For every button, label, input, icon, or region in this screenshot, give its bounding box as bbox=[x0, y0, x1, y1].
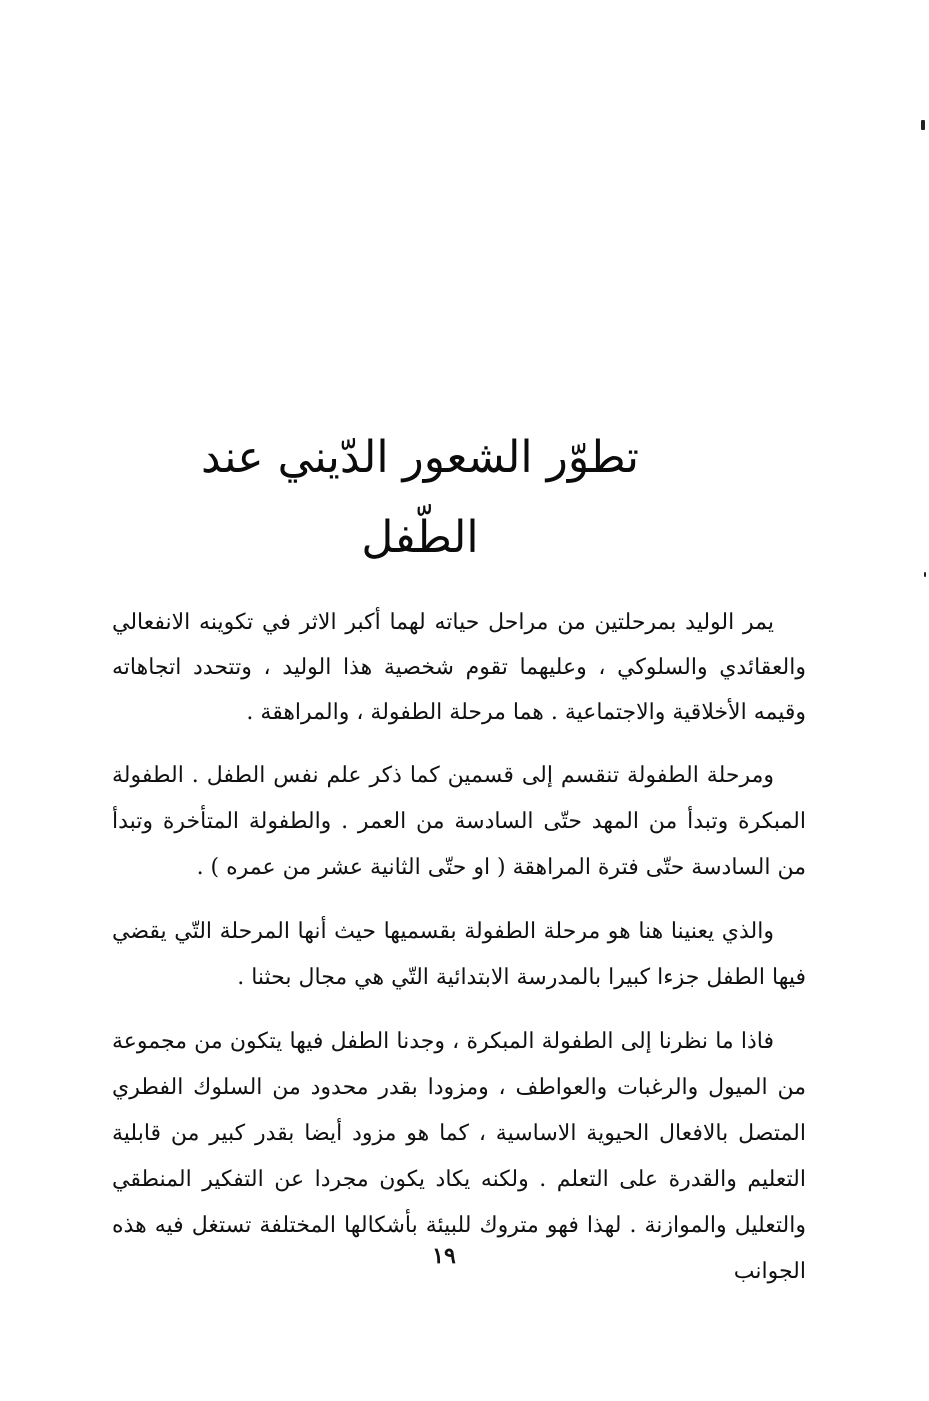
page-number: ١٩ bbox=[432, 1243, 456, 1269]
body-text bbox=[112, 600, 806, 1313]
paragraph-2: ومرحلة الطفولة تنقسم إلى قسمين كما ذكر علم نفس الطفل . الطفولة المبكرة وتبدأ من المهد حتّى السادسة من العمر . والطفولة المتأخرة وتبدأ من السادسة حتّى فترة المراهقة ( او حتّى الثانية عشر من عمره ) . bbox=[112, 763, 806, 880]
paragraph-3: والذي يعنينا هنا هو مرحلة الطفولة بقسميها حيث أنها المرحلة التّي يقضي فيها الطفل جزءا كبيرا بالمدرسة الابتدائية التّي هي مجال بحثنا . bbox=[112, 919, 806, 990]
paragraph-4: فاذا ما نظرنا إلى الطفولة المبكرة ، وجدنا الطفل فيها يتكون من مجموعة من الميول والرغبات والعواطف ، ومزودا بقدر محدود من السلوك الفطري المتصل بالافعال الحيوية الاساسية ، كما هو مزود أيضا بقدر كبير من قابلية التعليم والقدرة على التعلم . ولكنه يكاد يكون مجردا عن التفكير المنطقي والتعليل والموازنة . لهذا فهو متروك للبيئة بأشكالها المختلفة تستغل فيه هذه الجوانب bbox=[112, 1029, 806, 1284]
paragraph-1: يمر الوليد بمرحلتين من مراحل حياته لهما أكبر الاثر في تكوينه الانفعالي والعقائدي والسلوكي ، وعليهما تقوم شخصية هذا الوليد ، وتتحدد اتجاهاته وقيمه الأخلاقية والاجتماعية . هما مرحلة الطفولة ، والمراهقة . bbox=[112, 610, 806, 725]
scan-mark-top bbox=[921, 120, 925, 130]
chapter-title: تطوّر الشعور الدّيني عند الطّفل bbox=[201, 432, 639, 563]
scan-mark-middle bbox=[924, 572, 926, 577]
